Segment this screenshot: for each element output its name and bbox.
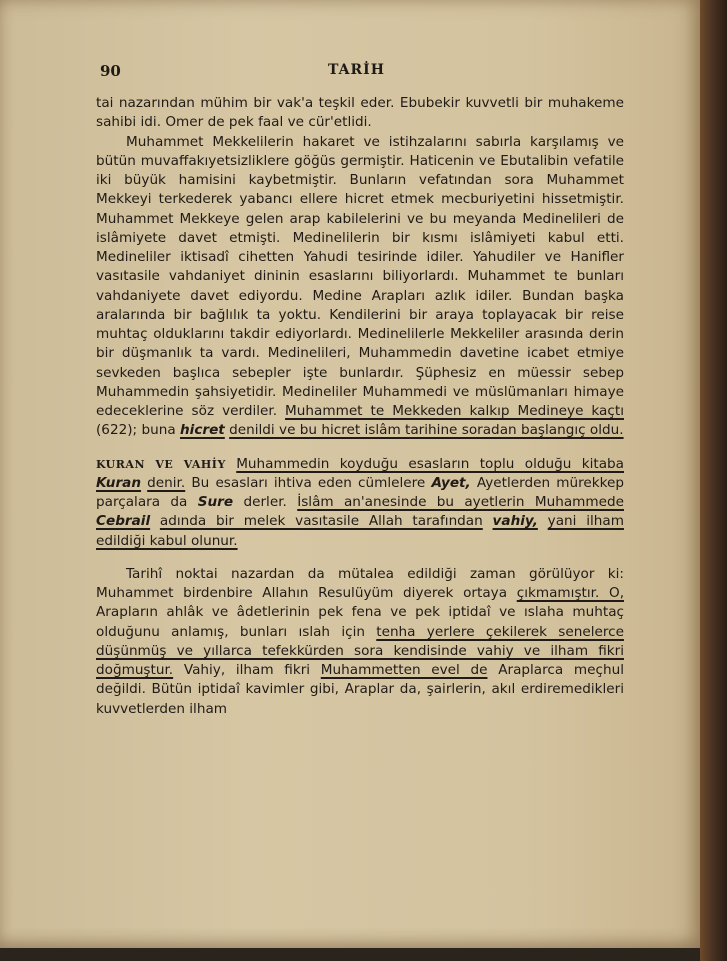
- book-spine-edge: [700, 0, 727, 961]
- underlined-phrase: Muhammet te Mekkeden kalkıp Medineye kaçtı: [285, 403, 624, 419]
- paragraph-2: [96, 133, 624, 441]
- paragraph-4: [96, 565, 624, 719]
- term-hicret: hicret: [179, 422, 225, 439]
- paragraph-3-mid: Ayetlerden mürekkep parçalara da: [96, 474, 624, 510]
- page-number: 90: [100, 62, 121, 80]
- paragraph-2-mid: (622); buna: [96, 422, 176, 439]
- paragraph-4-text: Tarihî noktai nazardan da mütalea edildiği zaman görülüyor ki: Muhammet birdenbire Allahın Resulüyüm diyerek ortaya: [96, 565, 624, 601]
- paragraph-3-mid: Bu esasları ihtiva eden cümlelere: [191, 474, 426, 491]
- running-title: TARİH: [328, 62, 385, 78]
- paragraph-1: tai nazarından mühim bir vak'a teşkil eder. Ebubekir kuvvetli bir muhakeme sahibi idi. Omer de pek faal ve cür'etlidi.: [96, 95, 624, 131]
- term-vahiy: vahiy,: [492, 513, 538, 530]
- underlined-phrase: çıkmamıştır. O,: [516, 585, 625, 601]
- term-cebrail: Cebrail: [96, 513, 151, 530]
- underlined-phrase: adında bir melek vasıtasile Allah tarafından: [159, 513, 483, 530]
- paragraph-3-mid: derler.: [243, 494, 287, 510]
- underlined-phrase: yani ilham edildiği kabul olunur.: [96, 513, 624, 549]
- underlined-phrase: Muhammetten evel de: [320, 662, 488, 678]
- paragraph-4-text: Arapların ahlâk ve âdetlerinin pek fena ve pek iptidaî ve ıslaha muhtaç olduğunu anlamış, bunları ıslah için: [96, 604, 624, 640]
- term-ayet: Ayet,: [431, 474, 471, 491]
- underlined-phrase: denir.: [147, 474, 186, 491]
- underlined-phrase: tenha yerlere çekilerek senelerce düşünmüş ve yıllarca tefekkürden sora kendisinde vahiy ve ilham fikri doğmuştur.: [96, 623, 624, 678]
- page-header: [100, 62, 620, 84]
- section-heading: KURAN VE VAHİY: [96, 457, 226, 471]
- underlined-phrase: İslâm an'anesinde bu ayetlerin Muhammede: [297, 494, 625, 510]
- paragraph-4-text: Vahiy, ilham fikri: [183, 662, 311, 678]
- term-kuran: Kuran: [96, 474, 142, 491]
- paragraph-2-text: Muhammet Mekkelilerin hakaret ve istihzalarını sabırla karşılamış ve bütün muvaffakıyetsizliklere göğüs germiştir. Haticenin ve Ebutalibin vefatile iki büyük hamisini kaybetmiştir. Bunların vefatından sora Muhammet Mekkeyi terkederek yabancı ellere hicret etmek mecburiyetini hissetmiştir. Muhammet Mekkeye gelen arap kabilelerini ve bu meyanda Medinelileri de islâmiyete davet etmişti. Medinelilerin bir kısmı islâmiyeti kabul etti. Medineliler iktisadî cihetten Yahudi tesirinde idiler. Yahudiler ve Hanifler vasıtasile vahdaniyet dininin esaslarını biliyorlardı. Muhammet te bunları vahdaniyete davet ediyordu. Medine Arapları azlık idiler. Bundan başka aralarında bir bağlılık ta yoktu. Kendilerini bir araya toplayacak bir reise muhtaç olduklarını takdir ediyorlardı. Medinelilerle Mekkeliler arasında derin bir düşmanlık ta vardı. Medinelileri, Muhammedin davetine icabet etmiye sevkeden başlıca sebepler işte bunlardır. Şüphesiz en müessir sebep Muhammedin şahsiyetidir. Medineliler Muhammedi ve müslümanları himaye edeceklerine söz verdiler.: [96, 133, 624, 419]
- body-text: [96, 94, 624, 719]
- paragraph-3: [96, 455, 624, 551]
- paragraph-4-text: Araplarca meçhul değildi. Bütün iptidaî kavimler gibi, Araplar da, şairlerin, akıl erdiremedikleri kuvvetlerden ilham: [96, 662, 625, 717]
- underlined-phrase: Muhammedin koyduğu esasların toplu olduğu kitaba: [236, 455, 624, 472]
- underlined-phrase: denildi ve bu hicret islâm tarihine soradan başlangıç oldu.: [229, 422, 624, 439]
- term-sure: Sure: [197, 494, 234, 510]
